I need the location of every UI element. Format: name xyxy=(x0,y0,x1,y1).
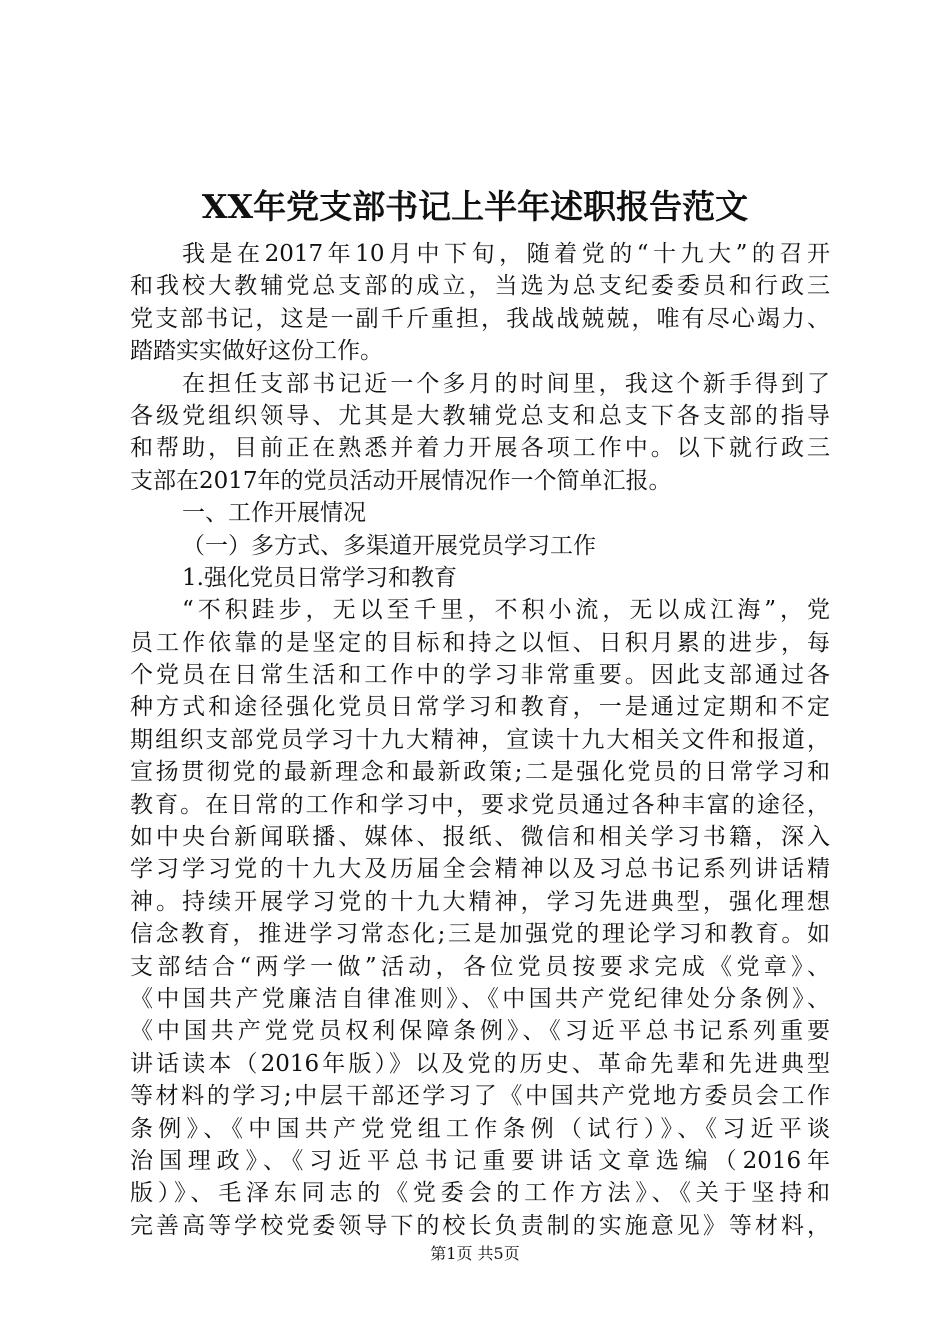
paragraph-line: 个党员在日常生活和工作中的学习非常重要。因此支部通过各 xyxy=(130,662,830,689)
document-title: XX年党支部书记上半年述职报告范文 xyxy=(201,187,749,226)
paragraph-line: 各级党组织领导、尤其是大教辅党总支和总支下各支部的指导 xyxy=(130,402,830,429)
paragraph-line: 和我校大教辅党总支部的成立，当选为总支纪委委员和行政三 xyxy=(130,273,830,300)
paragraph-line: 种方式和途径强化党员日常学习和教育，一是通过定期和不定 xyxy=(130,694,830,721)
paragraph-line: 治国理政》、《习近平总书记重要讲话文章选编（2016年 xyxy=(130,1147,830,1174)
paragraph-line: 和帮助，目前正在熟悉并着力开展各项工作中。以下就行政三 xyxy=(130,435,830,462)
paragraph-line: 教育。在日常的工作和学习中，要求党员通过各种丰富的途径， xyxy=(130,791,830,818)
paragraph-line: 版）》、毛泽东同志的《党委会的工作方法》、《关于坚持和 xyxy=(130,1180,830,1207)
paragraph-line: 《中国共产党廉洁自律准则》、《中国共产党纪律处分条例》、 xyxy=(130,985,830,1012)
paragraph-line: 神。持续开展学习党的十九大精神，学习先进典型，强化理想 xyxy=(130,888,830,915)
item-heading: 1.强化党员日常学习和教育 xyxy=(182,564,457,591)
paragraph-line: 期组织支部党员学习十九大精神，宣读十九大相关文件和报道， xyxy=(130,726,830,753)
paragraph-line: 支部在2017年的党员活动开展情况作一个简单汇报。 xyxy=(130,467,672,494)
paragraph-line: 完善高等学校党委领导下的校长负责制的实施意见》等材料， xyxy=(130,1212,830,1239)
paragraph-line: 我是在2017年10月中下旬，随着党的“十九大”的召开 xyxy=(182,241,830,267)
paragraph-line: 支部结合“两学一做”活动，各位党员按要求完成《党章》、 xyxy=(130,953,830,980)
paragraph-line: 宣扬贯彻党的最新理念和最新政策;二是强化党员的日常学习和 xyxy=(130,759,830,786)
section-heading: 一、工作开展情况 xyxy=(182,500,366,527)
paragraph-line: 讲话读本（2016年版）》以及党的历史、革命先辈和先进典型 xyxy=(130,1050,830,1077)
paragraph-line: “不积跬步，无以至千里，不积小流，无以成江海”，党 xyxy=(182,597,830,624)
paragraph-line: 学习学习党的十九大及历届全会精神以及习总书记系列讲话精 xyxy=(130,856,830,883)
paragraph-line: 踏踏实实做好这份工作。 xyxy=(130,338,383,365)
page-number-footer: 第1页 共5页 xyxy=(430,1244,520,1263)
paragraph-line: 信念教育，推进学习常态化;三是加强党的理论学习和教育。如 xyxy=(130,921,830,948)
paragraph-line: 如中央台新闻联播、媒体、报纸、微信和相关学习书籍，深入 xyxy=(130,824,830,851)
paragraph-line: 党支部书记，这是一副千斤重担，我战战兢兢，唯有尽心竭力、 xyxy=(130,305,830,332)
paragraph-line: 在担任支部书记近一个多月的时间里，我这个新手得到了 xyxy=(182,370,830,397)
paragraph-line: 《中国共产党党员权利保障条例》、《习近平总书记系列重要 xyxy=(130,1018,830,1045)
subsection-heading: （一）多方式、多渠道开展党员学习工作 xyxy=(182,532,596,559)
document-body xyxy=(130,238,830,1242)
paragraph-line: 条例》、《中国共产党党组工作条例（试行）》、《习近平谈 xyxy=(130,1115,830,1142)
paragraph-line: 员工作依靠的是坚定的目标和持之以恒、日积月累的进步，每 xyxy=(130,629,830,656)
paragraph-line: 等材料的学习;中层干部还学习了《中国共产党地方委员会工作 xyxy=(130,1083,830,1110)
